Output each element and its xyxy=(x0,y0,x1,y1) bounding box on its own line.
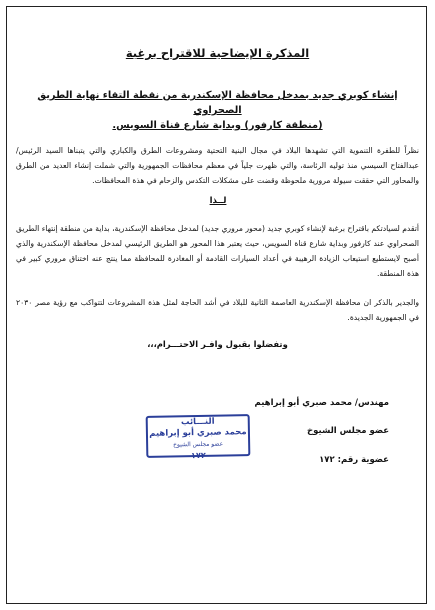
paragraph-intro: نظراً للطفرة التنموية التي تشهدها البلاد في مجال البنية التحتية ومشروعات الطرق والكباري والتي يتبناها السيد الرئيس/ عبدالفتاح السيسي منذ توليه الرئاسة، والتي ظهرت جلياً في معظم محافظات الجمهورية والتي شملت إنشاء العديد من الطرق والمحاور التي حققت سيولة مرورية ملحوظة وقضت على مشكلات التكدس والزحام في هذة المحافظات. xyxy=(16,146,419,185)
paragraph-vision: والجدير بالذكر ان محافظة الإسكندرية العاصمة الثانية للبلاد في أشد الحاجة لمثل هذة المشروعات لتتواكب مع رؤية مصر ٢٠٣٠ في الجمهورية الجديدة. xyxy=(16,298,419,322)
membership-number: عضوية رقم: ١٧٢ xyxy=(319,455,389,465)
section-heading-lidha: لــذا xyxy=(209,196,227,206)
subject-line-2: (منطقة كارفور) وبداية شارع قناة السويس. xyxy=(112,120,323,131)
official-stamp xyxy=(146,414,251,461)
stamp-line-4: ١٧٢ xyxy=(190,450,206,461)
paragraph-proposal: أتقدم لسيادتكم باقتراح برغبة لإنشاء كوبري جديد (محور مروري جديد) لمدخل محافظة الإسكندرية، بداية من منطقة إنتهاء الطريق الصحراوي عند كارفور وبداية شارع قناة السويس، حيث يعتبر هذا المحور هو الطريق الرئيسي لمدخل محافظة الإسكندرية والذي أصبح لايستطيع استيعاب الزيادة الرهيبة في أعداد السيارات القادمة أو المغادرة للمحافظة مما ينتج عنه اختناق مروري كبير في هذة المنطقة. xyxy=(16,224,419,278)
closing-salutation: وتفضلوا بقبول وافـر الاحتـــرام،،، xyxy=(147,339,288,349)
signatory-title: عضو مجلس الشيوخ xyxy=(307,426,389,436)
document-subject xyxy=(14,88,421,133)
stamp-line-3: عضو مجلس الشيوخ xyxy=(173,440,224,449)
document-title: المذكرة الإيضاحية للاقتراح برغبة xyxy=(125,46,310,60)
stamp-line-1: النـــائب xyxy=(180,416,215,428)
subject-line-1: إنشاء كوبري جديد بمدخل محافظة الإسكندرية من نقطة التقاء نهاية الطريق الصحراوي xyxy=(37,90,398,116)
stamp-line-2: محمد صبري أبو إبراهيم xyxy=(149,427,247,439)
signatory-name: مهندس/ محمد صبري أبو إبراهيم xyxy=(254,398,389,408)
